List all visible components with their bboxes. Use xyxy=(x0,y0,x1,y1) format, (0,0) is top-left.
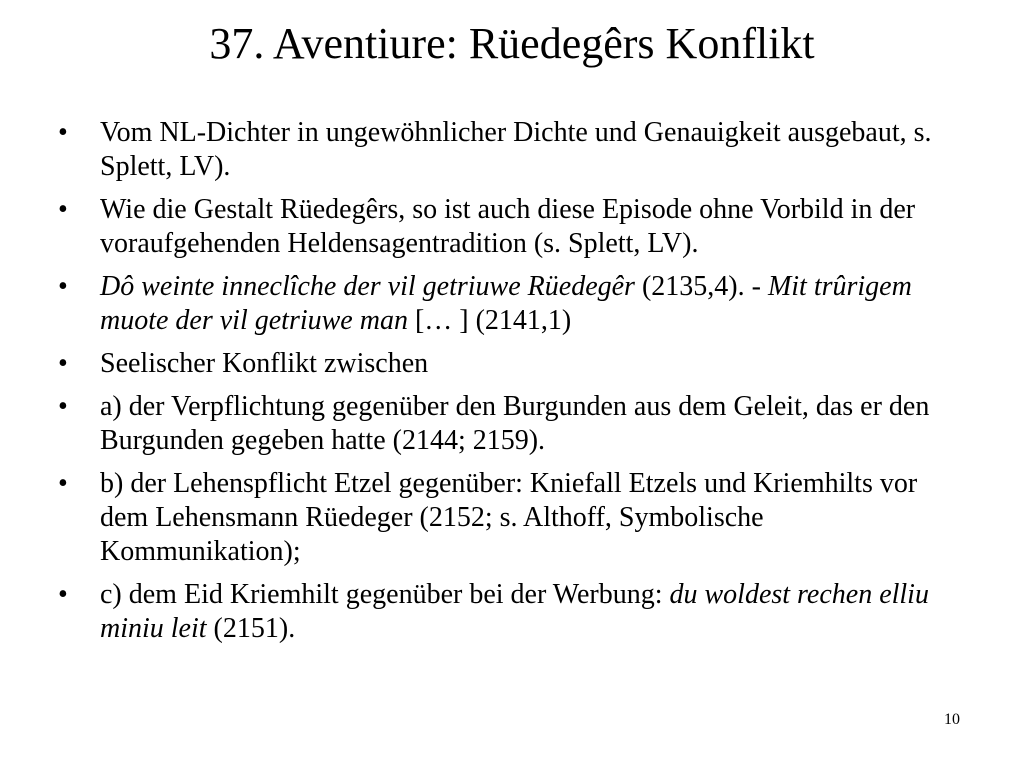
bullet-item xyxy=(58,578,970,646)
bullet-text-italic: Mit trûrigem muote der vil getriuwe man xyxy=(100,271,912,336)
bullet-text-italic: Dô weinte inneclîche der vil getriuwe Rüedegêr xyxy=(100,271,635,302)
bullet-text: Vom NL-Dichter in ungewöhnlicher Dichte und Genauigkeit ausgebaut, s. Splett, LV). xyxy=(100,117,932,182)
bullet-text-italic: du woldest rechen elliu miniu leit xyxy=(100,579,929,644)
bullet-list xyxy=(58,116,970,655)
bullet-item xyxy=(58,467,970,569)
bullet-text: c) dem Eid Kriemhilt gegenüber bei der Werbung: xyxy=(100,579,670,610)
bullet-marker: • xyxy=(58,117,68,148)
bullet-marker: • xyxy=(58,271,68,302)
bullet-text: Wie die Gestalt Rüedegêrs, so ist auch diese Episode ohne Vorbild in der voraufgehenden Heldensagentradition (s. Splett, LV). xyxy=(100,194,916,259)
bullet-item xyxy=(58,270,970,338)
bullet-marker: • xyxy=(58,468,68,499)
bullet-text: Seelischer Konflikt zwischen xyxy=(100,348,429,379)
bullet-marker: • xyxy=(58,579,68,610)
bullet-item xyxy=(58,116,970,184)
bullet-item xyxy=(58,193,970,261)
bullet-marker: • xyxy=(58,194,68,225)
bullet-text: (2135,4). - xyxy=(634,271,768,302)
bullet-marker: • xyxy=(58,391,68,422)
bullet-item xyxy=(58,347,970,381)
bullet-item xyxy=(58,390,970,458)
bullet-marker: • xyxy=(58,348,68,379)
bullet-text: [… ] (2141,1) xyxy=(407,305,572,336)
page-number: 10 xyxy=(944,711,960,728)
bullet-text: a) der Verpflichtung gegenüber den Burgunden aus dem Geleit, das er den Burgunden gegeben hatte (2144; 2159). xyxy=(100,391,930,456)
slide-title: 37. Aventiure: Rüedegêrs Konflikt xyxy=(209,19,815,68)
bullet-text: (2151). xyxy=(206,613,296,644)
bullet-text: b) der Lehenspflicht Etzel gegenüber: Kniefall Etzels und Kriemhilts vor dem Lehensmann Rüedeger (2152; s. Althoff, Symbolische Kommunikation); xyxy=(100,468,918,567)
